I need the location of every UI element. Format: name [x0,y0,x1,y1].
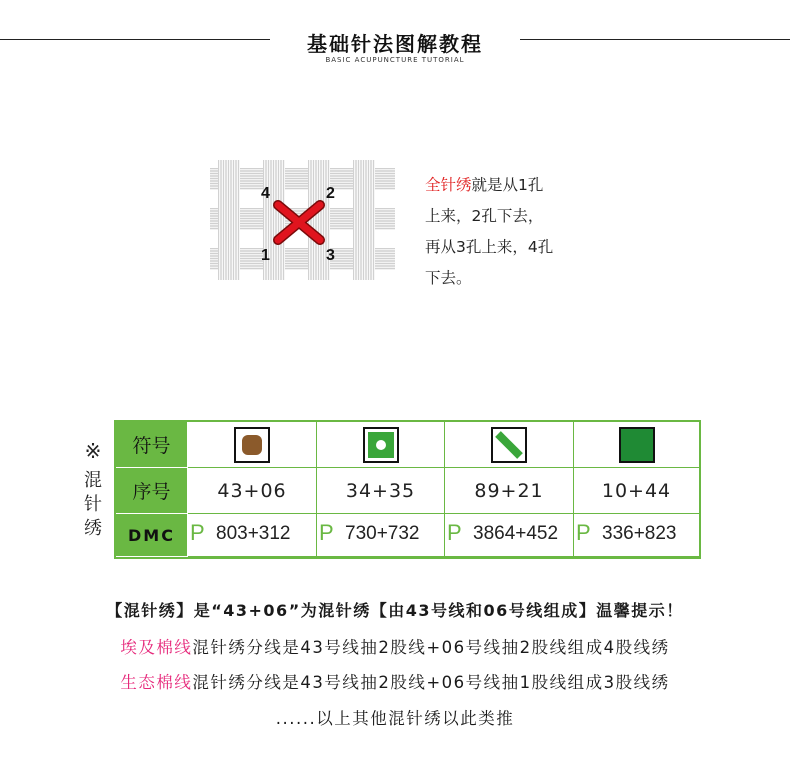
note-line-2-text: 混针绣分线是43号线抽2股线+06号线抽2股线组成4股线绣 [192,638,670,657]
hole-label-3: 3 [326,247,335,264]
header-rule-right [520,39,790,40]
row-header-number: 序号 [116,468,188,514]
instruction-line-2: 上来，2孔下去， [425,207,544,225]
page-subtitle: BASIC ACUPUNCTURE TUTORIAL [325,56,465,64]
number-cell-1: 43+06 [188,468,317,514]
note-line-1: 【混针绣】是“43+06”为混针绣【由43号线和06号线组成】温馨提示！ [106,601,684,620]
hole-label-1: 1 [261,247,270,264]
dmc-value-3: 3864+452 [473,523,559,544]
side-symbol: ※ [84,439,102,463]
instruction-line-4: 下去。 [425,269,472,287]
hole-label-2: 2 [326,185,335,202]
note-line-4: ......以上其他混针绣以此类推 [275,709,515,728]
side-label-char-2: 针 [84,494,102,515]
number-cell-3: 89+21 [445,468,574,514]
number-cell-2: 34+35 [317,468,445,514]
symbol-cell-3 [445,422,574,468]
dmc-cell-3 [445,514,574,557]
page-title: 基础针法图解教程 [307,32,483,56]
eco-cotton-label: 生态棉线 [120,673,193,692]
dmc-value-1: 803+312 [216,523,291,544]
green-diagonal-bar-icon [491,427,527,463]
instruction-line-3: 再从3孔上来，4孔 [425,238,554,256]
dmc-prefix-3: P [447,520,462,545]
side-label-char-1: 混 [84,470,102,491]
dmc-prefix-4: P [576,520,591,545]
header-rule-left [0,39,270,40]
green-square-with-white-dot-icon [363,427,399,463]
note-line-3 [0,669,790,693]
dark-green-square-icon [619,427,655,463]
cross-stitch-diagram [210,160,395,280]
note-line-3-text: 混针绣分线是43号线抽2股线+06号线抽1股线组成3股线绣 [192,673,670,692]
number-cell-4: 10+44 [574,468,699,514]
dmc-cell-2 [317,514,445,557]
dmc-value-4: 336+823 [602,523,677,544]
dmc-cell-1 [188,514,317,557]
stitch-instruction [425,170,605,294]
note-line-2 [0,634,790,658]
stitch-name-highlight: 全针绣 [425,176,472,194]
dmc-prefix-1: P [190,520,205,545]
hole-label-4: 4 [261,185,270,202]
symbol-cell-1 [188,422,317,468]
mixed-stitch-table [114,420,701,559]
egyptian-cotton-label: 埃及棉线 [120,638,193,657]
instruction-line-1: 就是从1孔 [471,176,544,194]
row-header-symbol: 符号 [116,422,188,468]
dmc-value-2: 730+732 [345,523,420,544]
dmc-cell-4 [574,514,699,557]
side-label-char-3: 绣 [84,518,102,539]
dmc-prefix-2: P [319,520,334,545]
symbol-cell-2 [317,422,445,468]
brown-rounded-square-icon [234,427,270,463]
row-header-dmc: DMC [116,514,188,557]
symbol-cell-4 [574,422,699,468]
